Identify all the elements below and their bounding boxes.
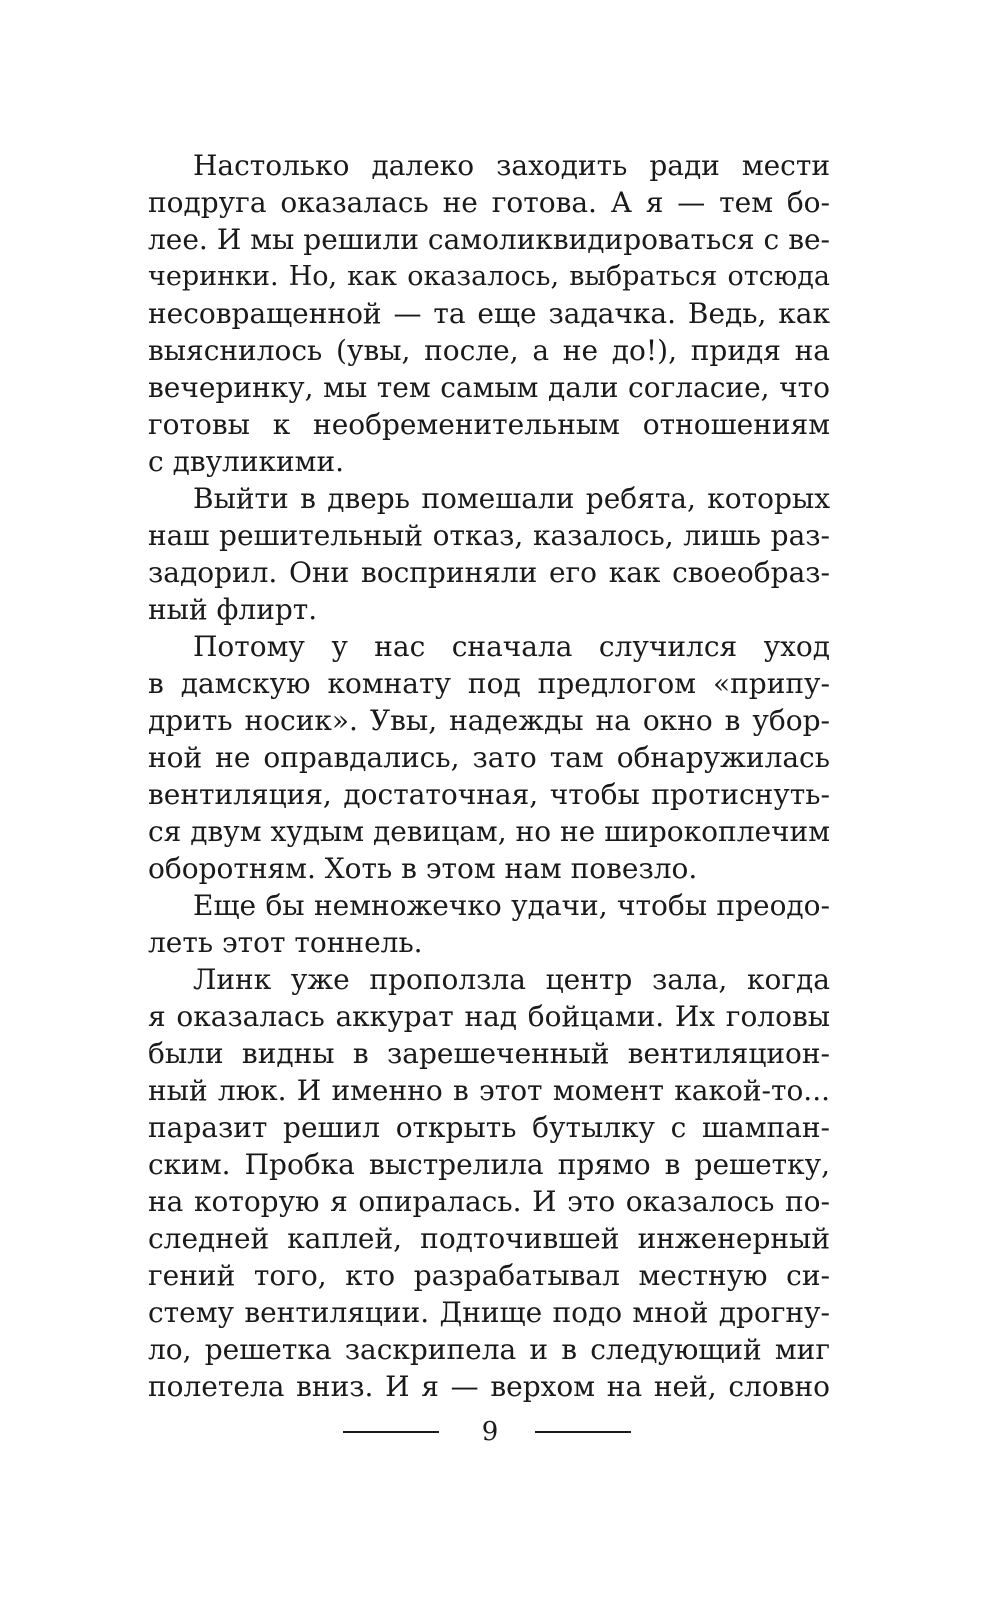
text-line: ся двум худым девицам, но не широкоплечим	[148, 815, 830, 848]
text-line: ный флирт.	[148, 593, 318, 626]
text-line: ским. Пробка выстрелила прямо в решетку,	[148, 1148, 830, 1181]
text-line: Потому у нас сначала случился уход	[193, 630, 830, 663]
text-line: подруга оказалась не готова. А я — тем бо-	[148, 186, 830, 219]
text-line: на которую я опиралась. И это оказалось по-	[148, 1185, 830, 1218]
text-line: Выйти в дверь помешали ребята, которых	[193, 482, 830, 515]
text-line: дрить носик». Увы, надежды на окно в убор-	[148, 704, 830, 737]
text-line: гений того, кто разрабатывал местную си-	[148, 1259, 830, 1292]
page-number: 9	[481, 1417, 499, 1447]
text-line: Настолько далеко заходить ради мести	[193, 149, 830, 182]
text-line: я оказалась аккурат над бойцами. Их головы	[148, 1000, 830, 1033]
text-line: несовращенной — та еще задачка. Ведь, как	[148, 297, 830, 330]
text-line: оборотням. Хоть в этом нам повезло.	[148, 852, 698, 885]
footer-rule-left	[343, 1431, 439, 1433]
text-line: готовы к необременительным отношениям	[148, 408, 830, 441]
text-line: Линк уже проползла центр зала, когда	[193, 963, 830, 996]
text-line: ло, решетка заскрипела и в следующий миг	[148, 1333, 830, 1366]
footer-rule-right	[535, 1431, 631, 1433]
text-line: задорил. Они восприняли его как своеобраз-	[148, 556, 830, 589]
text-line: ной не оправдались, зато там обнаружилась	[148, 741, 830, 774]
text-line: полетела вниз. И я — верхом на ней, словно	[148, 1370, 830, 1403]
text-line: вечеринку, мы тем самым дали согласие, что	[148, 371, 830, 404]
text-line: наш решительный отказ, казалось, лишь раз-	[148, 519, 830, 552]
text-line: были видны в зарешеченный вентиляцион-	[148, 1037, 830, 1070]
text-line: с двуликими.	[148, 445, 345, 478]
text-line: ный люк. И именно в этот момент какой-то...	[148, 1074, 830, 1107]
text-line: стему вентиляции. Днище подо мной дрогну-	[148, 1296, 830, 1329]
text-line: вентиляция, достаточная, чтобы протиснуть-	[148, 778, 830, 811]
text-line: в дамскую комнату под предлогом «припу-	[148, 667, 830, 700]
text-line: черинки. Но, как оказалось, выбраться отсюда	[148, 261, 830, 292]
text-line: выяснилось (увы, после, а не до!), придя на	[148, 334, 830, 367]
page-footer	[0, 1412, 1000, 1452]
page-body-text	[148, 147, 830, 1405]
text-line: леть этот тоннель.	[148, 926, 423, 959]
text-line: Еще бы немножечко удачи, чтобы преодо-	[193, 889, 830, 922]
text-line: следней каплей, подточившей инженерный	[148, 1222, 830, 1255]
text-line: паразит решил открыть бутылку с шампан-	[148, 1111, 830, 1144]
text-line: лее. И мы решили самоликвидироваться с ве-	[148, 223, 830, 256]
